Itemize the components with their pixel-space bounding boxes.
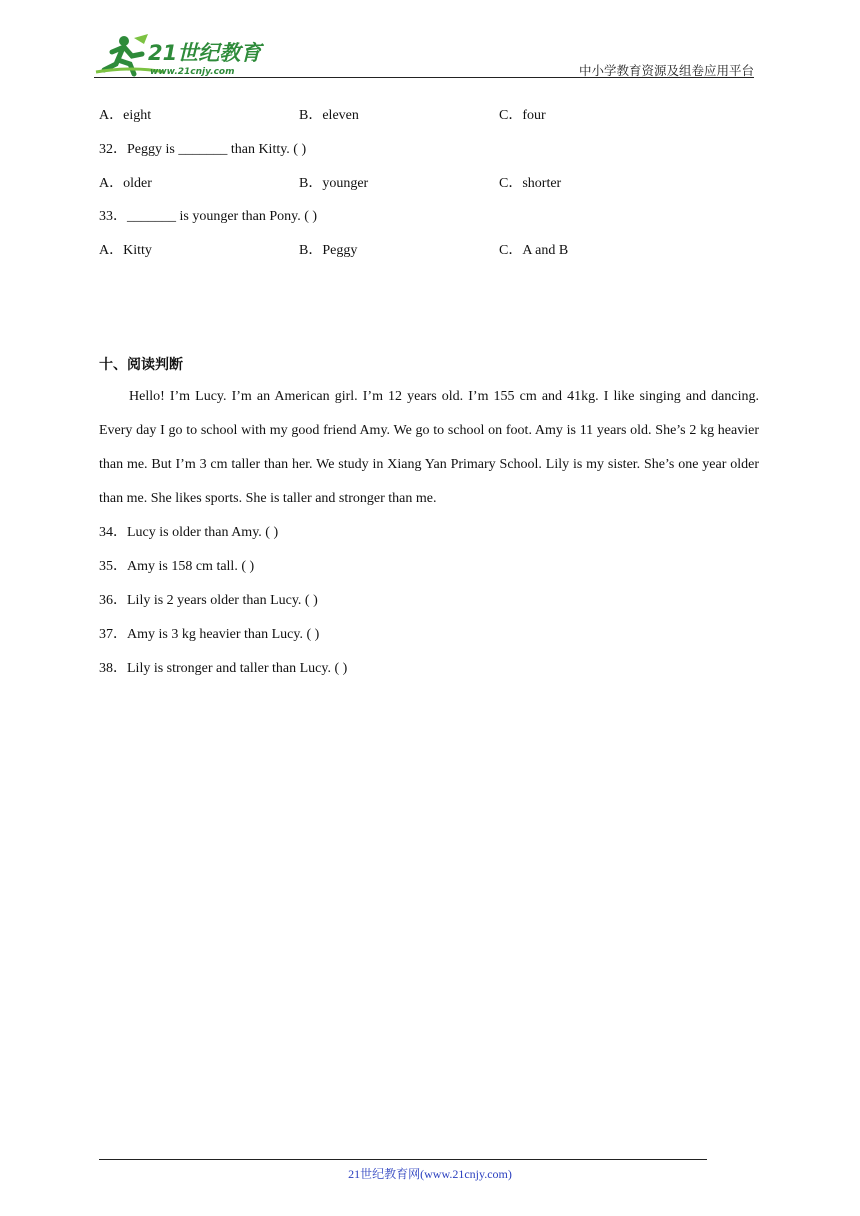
- section-title: 十、阅读判断: [99, 357, 183, 373]
- logo-text: 21世纪教育: [148, 41, 262, 65]
- q33-option-a: A．Kitty: [99, 243, 152, 258]
- q33-stem: 33．_______ is younger than Pony. ( ): [99, 209, 318, 224]
- q32-stem: 32．Peggy is _______ than Kitty. ( ): [99, 142, 307, 157]
- q32-option-c: C．shorter: [499, 176, 562, 191]
- q32-option-b: B．younger: [299, 176, 369, 191]
- footer-link[interactable]: 21世纪教育网(www.21cnjy.com): [348, 1167, 512, 1181]
- q33-option-c: C．A and B: [499, 243, 569, 258]
- passage-text: Hello! I’m Lucy. I’m an American girl. I’m 12 years old. I’m 155 cm and 41kg. I like singing and dancing. Every day I go to school with my good friend Amy. We go to school on foot. Amy is 11 years old. She’s 2 kg heavier than me. But I’m 3 cm taller than her. We study in Xiang Yan Primary School. Lily is my sister. She’s one year older than me. She likes sports. She is taller and stronger than me.: [99, 389, 759, 506]
- reading-passage: [99, 380, 759, 516]
- q31-option-c: C．four: [499, 108, 546, 123]
- judgment-37: 37．Amy is 3 kg heavier than Lucy. ( ): [99, 627, 320, 642]
- logo-url: www.21cnjy.com: [150, 67, 235, 77]
- judgment-36: 36．Lily is 2 years older than Lucy. ( ): [99, 593, 318, 608]
- footer-divider: [99, 1159, 707, 1160]
- site-logo: [94, 32, 264, 78]
- q31-option-a: A．eight: [99, 108, 152, 123]
- q31-option-b: B．eleven: [299, 108, 359, 123]
- q32-option-a: A．older: [99, 176, 152, 191]
- q33-option-b: B．Peggy: [299, 243, 358, 258]
- runner-logo-icon: [94, 32, 264, 78]
- judgment-38: 38．Lily is stronger and taller than Lucy. ( ): [99, 661, 348, 676]
- judgment-35: 35．Amy is 158 cm tall. ( ): [99, 559, 255, 574]
- header-platform-text: 中小学教育资源及组卷应用平台: [578, 64, 754, 78]
- header-divider: [94, 77, 754, 78]
- judgment-34: 34．Lucy is older than Amy. ( ): [99, 525, 279, 540]
